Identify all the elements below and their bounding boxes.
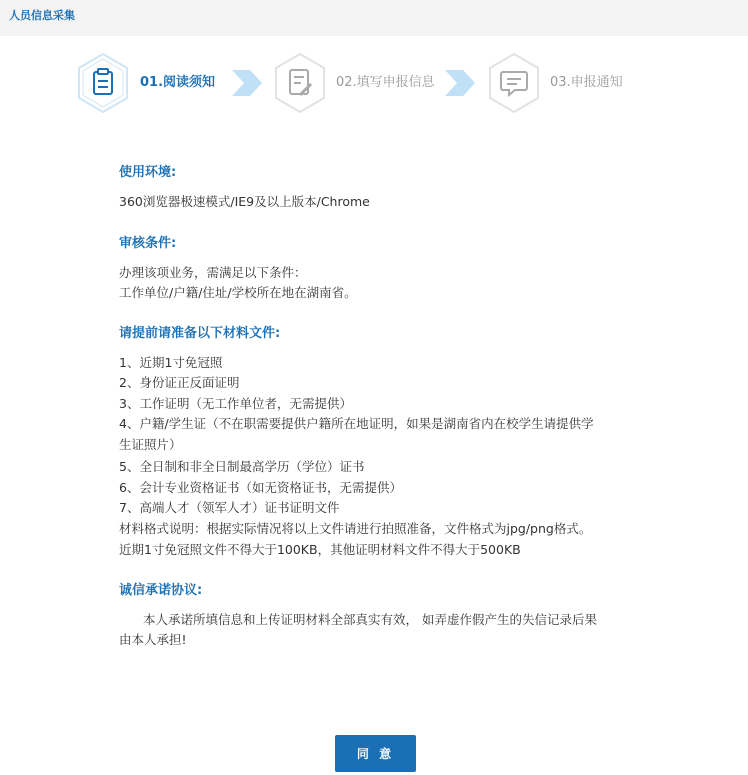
step-1-label: 01.阅读须知: [140, 75, 216, 90]
env-section-title: 使用环境:: [119, 165, 177, 180]
materials-line: 生证照片）: [119, 437, 182, 452]
message-icon: [488, 53, 540, 113]
materials-line: 4、户籍/学生证（不在职需要提供户籍所在地证明，如果是湖南省内在校学生请提供学: [119, 416, 594, 431]
materials-line: 6、会计专业资格证书（如无资格证书，无需提供）: [119, 480, 402, 495]
page-header: [0, 0, 748, 36]
step-arrow-icon: [445, 70, 475, 96]
agree-button[interactable]: 同 意: [335, 735, 416, 772]
materials-line: 2、身份证正反面证明: [119, 375, 240, 390]
promise-section-title: 诚信承诺协议:: [119, 583, 203, 598]
step-2-label: 02.填写申报信息: [336, 75, 435, 90]
materials-line: 5、全日制和非全日制最高学历（学位）证书: [119, 459, 365, 474]
clipboard-icon: [77, 53, 129, 113]
promise-line: 本人承诺所填信息和上传证明材料全部真实有效， 如弄虚作假产生的失信记录后果: [143, 612, 597, 627]
edit-document-icon: [274, 53, 326, 113]
materials-line: 1、近期1寸免冠照: [119, 355, 223, 370]
materials-line: 7、高端人才（领军人才）证书证明文件: [119, 500, 340, 515]
materials-size-note: 近期1寸免冠照文件不得大于100KB，其他证明材料文件不得大于500KB: [119, 542, 521, 557]
step-progress: [0, 53, 748, 113]
promise-line: 由本人承担!: [119, 632, 187, 647]
materials-format-note: 材料格式说明：根据实际情况将以上文件请进行拍照准备，文件格式为jpg/png格式。: [119, 521, 592, 536]
conditions-line: 工作单位/户籍/住址/学校所在地在湖南省。: [119, 285, 357, 300]
conditions-line: 办理该项业务，需满足以下条件：: [119, 265, 307, 280]
step-arrow-icon: [232, 70, 262, 96]
header-title: 人员信息采集: [9, 9, 75, 22]
step-3-label: 03.申报通知: [550, 75, 623, 90]
materials-section-title: 请提前请准备以下材料文件:: [119, 326, 281, 341]
materials-line: 3、工作证明（无工作单位者，无需提供）: [119, 396, 352, 411]
env-line: 360浏览器极速模式/IE9及以上版本/Chrome: [119, 194, 370, 209]
conditions-section-title: 审核条件:: [119, 236, 177, 251]
